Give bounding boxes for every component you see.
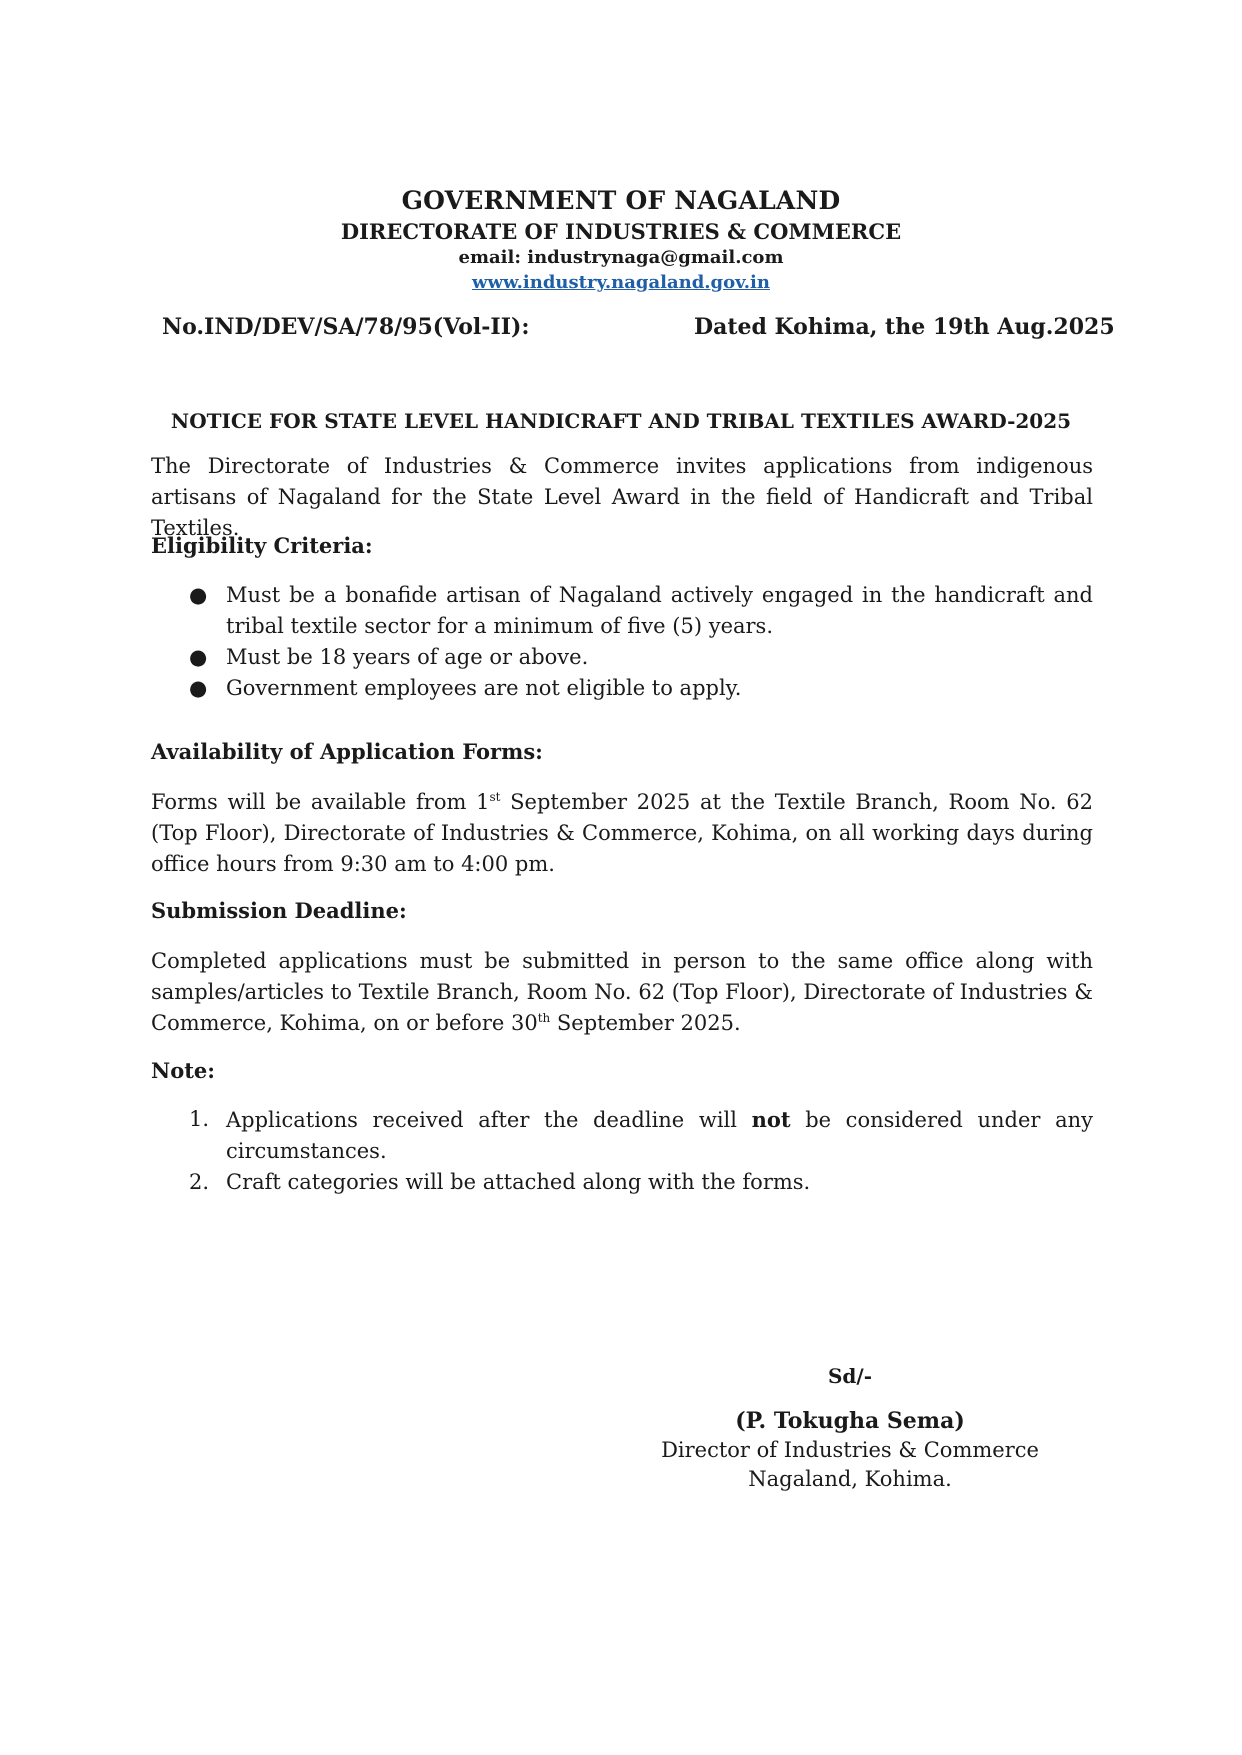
intro-paragraph: The Directorate of Industries & Commerce invites applications from indigenous artisans of Nagaland for the State Level Award in the field of Handicraft and Tribal Textiles. bbox=[151, 454, 1093, 540]
list-item bbox=[151, 580, 1093, 642]
submission-paragraph bbox=[151, 946, 1093, 1039]
list-item bbox=[151, 673, 1093, 704]
signature-mark: Sd/- bbox=[827, 1364, 873, 1388]
email-line: email: industrynaga@gmail.com bbox=[458, 247, 784, 268]
list-item bbox=[151, 642, 1093, 673]
eligibility-list bbox=[151, 580, 1093, 704]
availability-paragraph bbox=[151, 787, 1093, 880]
availability-text-end: September 2025 at the Textile Branch, Room No. 62 (Top Floor), Directorate of Industries & Commerce, Kohima, on all working days during office hours from 9:30 am to 4:00 pm. bbox=[151, 790, 1093, 876]
list-item bbox=[151, 1167, 1093, 1198]
bullet-icon: ● bbox=[189, 645, 208, 669]
note-heading: Note: bbox=[151, 1058, 216, 1083]
ordinal-suffix: st bbox=[489, 790, 501, 804]
list-item bbox=[151, 1104, 1093, 1167]
eligibility-heading: Eligibility Criteria: bbox=[151, 533, 373, 558]
eligibility-item-text: Government employees are not eligible to apply. bbox=[226, 676, 742, 700]
list-number: 2. bbox=[189, 1170, 210, 1194]
reference-date: Dated Kohima, the 19th Aug.2025 bbox=[694, 314, 1115, 340]
signatory-name: (P. Tokugha Sema) bbox=[735, 1408, 965, 1434]
note-item-text-end: be considered under any circumstances. bbox=[226, 1108, 1093, 1163]
list-number: 1. bbox=[189, 1107, 210, 1131]
signatory-place: Nagaland, Kohima. bbox=[748, 1467, 952, 1491]
availability-heading: Availability of Application Forms: bbox=[151, 739, 543, 764]
note-list bbox=[151, 1104, 1093, 1198]
note-emphasis: not bbox=[751, 1107, 791, 1132]
eligibility-item-text: Must be 18 years of age or above. bbox=[226, 645, 589, 669]
signatory-designation: Director of Industries & Commerce bbox=[661, 1438, 1039, 1462]
reference-number: No.IND/DEV/SA/78/95(Vol-II): bbox=[162, 314, 530, 340]
notice-title: NOTICE FOR STATE LEVEL HANDICRAFT AND TRIBAL TEXTILES AWARD-2025 bbox=[170, 409, 1072, 433]
bullet-icon: ● bbox=[189, 676, 208, 700]
government-title: GOVERNMENT OF NAGALAND bbox=[401, 186, 841, 215]
website-link[interactable]: www.industry.nagaland.gov.in bbox=[471, 272, 770, 293]
availability-text-start: Forms will be available from 1 bbox=[151, 790, 490, 814]
ordinal-suffix: th bbox=[537, 1011, 551, 1025]
submission-text-end: September 2025. bbox=[550, 1011, 741, 1035]
department-title: DIRECTORATE OF INDUSTRIES & COMMERCE bbox=[340, 219, 902, 244]
website-line bbox=[0, 272, 1242, 293]
note-item-text: Craft categories will be attached along with the forms. bbox=[226, 1170, 811, 1194]
bullet-icon: ● bbox=[189, 583, 208, 607]
note-item-text: Applications received after the deadline will bbox=[226, 1108, 752, 1132]
submission-text-start: Completed applications must be submitted in person to the same office along with samples/articles to Textile Branch, Room No. 62 (Top Floor), Directorate of Industries & Commerce, Kohima, on or before 30 bbox=[151, 949, 1093, 1035]
eligibility-item-text: Must be a bonafide artisan of Nagaland actively engaged in the handicraft and tribal textile sector for a minimum of five (5) years. bbox=[226, 583, 1093, 638]
submission-heading: Submission Deadline: bbox=[151, 898, 407, 923]
